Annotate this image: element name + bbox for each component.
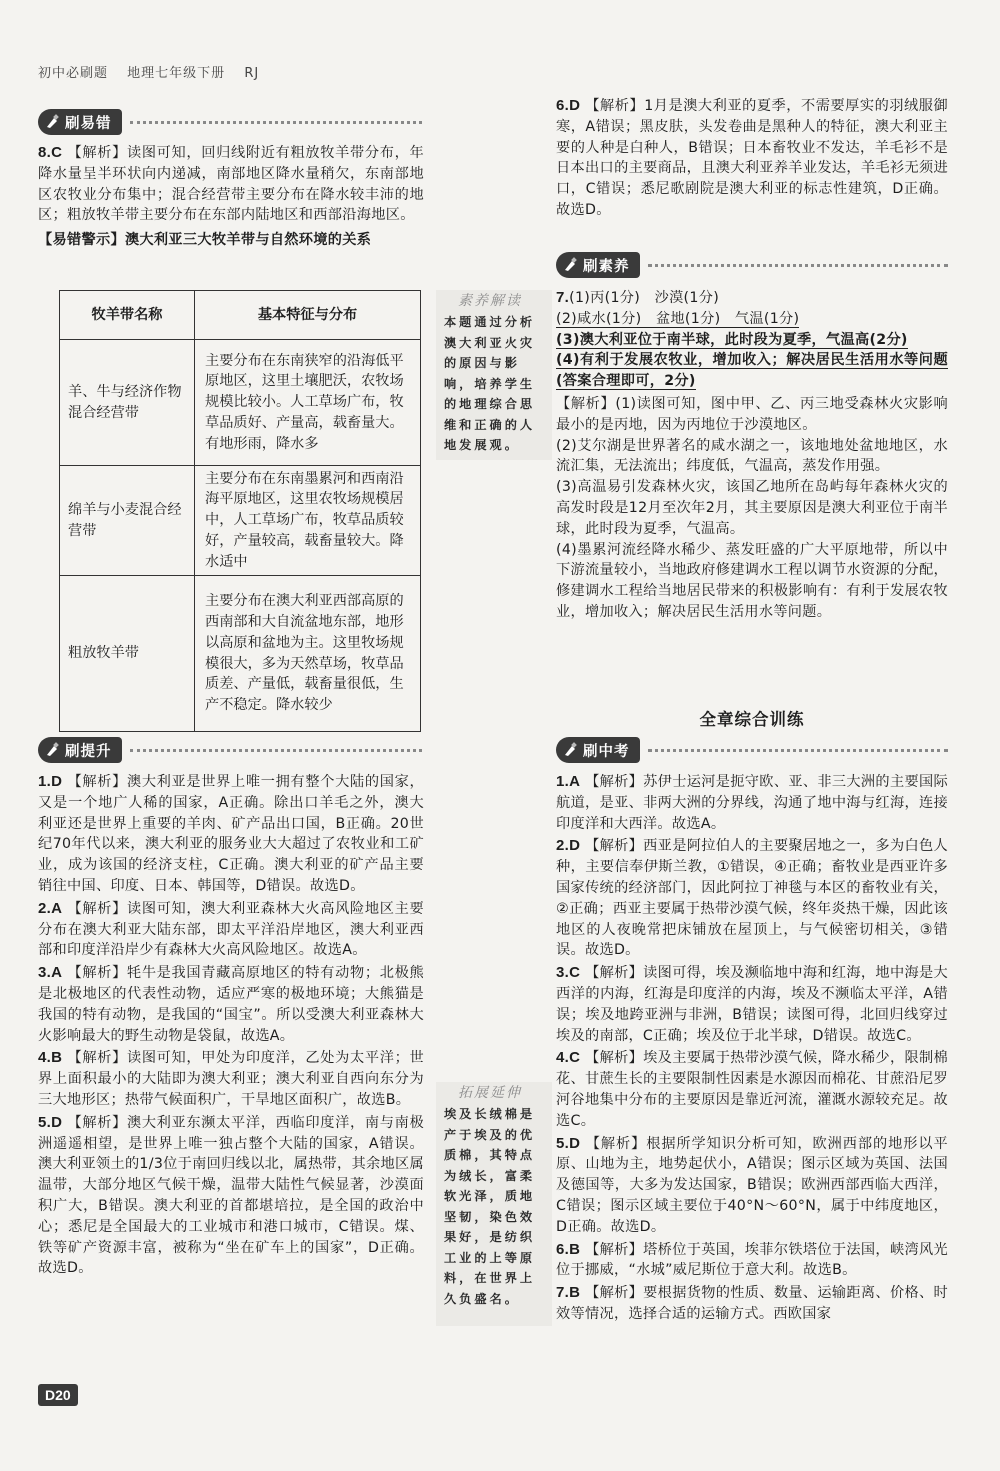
answer-text: 【解析】读图可知，回归线附近有粗放牧羊带分布，年降水量呈半环状向内递减，南部地区降水量稍欠，东南部地区农牧业分布集中；混合经营带主要分布在降水较丰沛的地区；粗放牧羊带主要分布在东部内陆地区和西部沿海地区。 (38, 145, 425, 224)
aside-head: 素养解读 (458, 293, 522, 309)
answer-z6: 6.B 【解析】塔桥位于英国，埃菲尔铁塔位于法国，峡湾风光位于挪威，“水城”威尼斯位于意大利。故选B。 (556, 1240, 948, 1279)
page-number: D20 (38, 1384, 78, 1406)
table-row (60, 466, 421, 576)
running-header (38, 62, 273, 81)
answer-3: 3.A 【解析】牦牛是我国青藏高原地区的特有动物；北极熊是北极地区的代表性动物，适应严寒的极地环境；大熊猫是我国的特有动物，是我国的“国宝”。所以受澳大利亚森林大火影响最大的野生动物是袋鼠，故选A。 (38, 964, 425, 1044)
answer-1: 1.D 【解析】澳大利亚是世界上唯一拥有整个大陆的国家，又是一个地广人稀的国家，A正确。除出口羊毛之外，澳大利亚还是世界上重要的羊肉、矿产品出口国，B正确。20世纪70年代以来，澳大利亚的服务业大大超过了农牧业和工矿业，成为该国的经济支柱，C正确。澳大利亚的矿产品主要销往中国、印度、日本、韩国等，D错误。故选D。 (38, 773, 425, 894)
edition: RJ (244, 66, 260, 81)
section-title: 刷中考 (583, 743, 630, 760)
brush-icon (44, 742, 60, 758)
section-title: 刷提升 (65, 743, 112, 760)
table-cell: 主要分布在东南狭窄的沿海低平原地区，这里土壤肥沃，农牧场规模比较小。人工草场广布，牧草品质好、产量高，载畜量大。有地形雨，降水多 (195, 340, 421, 466)
answer-6: 6.D 【解析】1月是澳大利亚的夏季，不需要厚实的羽绒服御寒，A错误；黑皮肤，头发卷曲是黑种人的特征，澳大利亚主要的人种是白种人，B错误；日本畜牧业不发达，羊毛衫不是日本出口的主要商品，且澳大利亚养羊业发达，羊毛衫无须进口，C错误；悉尼歌剧院是澳大利亚的标志性建筑，D正确。故选D。 (556, 97, 948, 218)
table-header-row (60, 291, 421, 340)
table-cell: 绵羊与小麦混合经营带 (60, 466, 195, 576)
table-header: 基本特征与分布 (195, 291, 421, 340)
table-cell: 主要分布在澳大利亚西部高原的西南部和大自流盆地东部，地形以高原和盆地为主。这里牧场规模很大，多为天然草场，牧草品质差、产量低，载畜量很低，生产不稳定。降水较少 (195, 576, 421, 732)
answer-z1: 1.A 【解析】苏伊士运河是扼守欧、亚、非三大洲的主要国际航道，是亚、非两大洲的分界线，沟通了地中海与红海，连接印度洋和大西洋。故选A。 (556, 773, 948, 832)
section-header-zhongkao (556, 735, 948, 765)
tip-title: 【易错警示】 (38, 232, 125, 249)
table-header: 牧羊带名称 (60, 291, 195, 340)
tip-text: 澳大利亚三大牧羊带与自然环境的关系 (124, 232, 372, 249)
page-number-badge (38, 1385, 78, 1404)
brush-icon (562, 742, 578, 758)
tip (38, 230, 424, 251)
brush-icon (44, 114, 60, 130)
answer-z3: 3.C 【解析】读图可得，埃及濒临地中海和红海，地中海是大西洋的内海，红海是印度洋的内海，埃及不濒临太平洋，A错误；埃及地跨亚洲与非洲，B错误；读图可得，北回归线穿过埃及的南部，C正确；埃及位于北半球，D错误。故选C。 (556, 964, 948, 1044)
answer-z5: 5.D 【解析】根据所学知识分析可知，欧洲西部的地形以平原、山地为主，地势起伏小，A错误；图示区域为英国、法国及德国等，大多为发达国家，B错误；欧洲西部西临大西洋，C错误；图示区域主要位于40°N～60°N，属于中纬度地区，D正确。故选D。 (556, 1134, 949, 1235)
chapter-title: 全章综合训练 (699, 710, 805, 729)
table-row (60, 340, 421, 466)
tisheng-answers (38, 772, 424, 1279)
answer-z4: 4.C 【解析】埃及主要属于热带沙漠气候，降水稀少，限制棉花、甘蔗生长的主要限制性因素是水源因而棉花、甘蔗沿尼罗河谷地集中分布的主要原因是靠近河流，灌溉水源较充足。故选C。 (556, 1049, 948, 1129)
answer-z7: 7.B 【解析】要根据货物的性质、数量、运输距离、价格、时效等情况，选择合适的运输方式。西欧国家 (556, 1284, 948, 1322)
section-header-yicuo (38, 107, 422, 137)
section-title: 刷易错 (65, 115, 112, 132)
answer-2: 2.A 【解析】读图可知，澳大利亚森林大火高风险地区主要分布在澳大利亚大陆东部，即太平洋沿岸地区，澳大利亚西部和印度洋沿岸少有森林大火高风险地区。故选A。 (38, 899, 425, 959)
table-cell: 羊、牛与经济作物混合经营带 (60, 340, 195, 466)
answer-5: 5.D 【解析】澳大利亚东濒太平洋，西临印度洋，南与南极洲遥遥相望，是世界上唯一独占整个大陆的国家，A错误。澳大利亚领土的1/3位于南回归线以北，属热带，其余地区属温带，大部分地区气候干燥，温带大陆性气候显著，沙漠面积广大，B错误。澳大利亚的首都堪培拉，是全国的政治中心；悉尼是全国最大的工业城市和港口城市，C错误。煤、铁等矿产资源丰富，被称为“坐在矿车上的国家”，D正确。故选D。 (38, 1113, 425, 1277)
aside-tuozhan (436, 1082, 552, 1326)
answer-7: 7.(1)丙(1分) 沙漠(1分) (2)咸水(1分) 盆地(1分) 气温(1分) (3)澳大利亚位于南半球，此时段为夏季，气温高(2分) (4)有利于发展农牧业，增加收入；解决居民生活用水等问题(答案合理即可，2分) 【解析】(1)读图可知，图中甲、乙、丙三地受森林火灾影响最小的是丙地，因为丙地位于沙漠地区。 (2)艾尔湖是世界著名的咸水湖之一，该地地处盆地地区，水流汇集，无法流出；纬度低，气温高，蒸发作用强。 (3)高温易引发森林火灾，该国乙地所在岛屿每年森林火灾的高发时段是12月至次年2月，其主要原因是澳大利亚位于南半球，此时段为夏季，气温高。 (4)墨累河流经降水稀少、蒸发旺盛的广大平原地带，所以中下游流量较小，当地政府修建调水工程以调节水资源的分配，修建调水工程给当地居民带来的积极影响有：有利于发展农牧业，增加收入；解决居民生活用水等问题。 (556, 289, 948, 620)
section-header-suyang (556, 250, 948, 280)
table-row (60, 576, 421, 732)
table-cell: 粗放牧羊带 (60, 576, 195, 732)
section-header-tisheng (38, 735, 422, 765)
aside-suyang (436, 290, 552, 460)
answer-z2: 2.D 【解析】西亚是阿拉伯人的主要聚居地之一，多为白色人种，主要信奉伊斯兰教，①错误，④正确；畜牧业是西亚许多国家传统的经济部门，因此阿拉丁神毯与本区的畜牧业有关，②正确；西亚主要属于热带沙漠气候，终年炎热干燥，因此该地区的人夜晚常把床铺放在屋顶上，与气候密切相关，③错误。故选D。 (556, 837, 948, 959)
brush-icon (562, 257, 578, 273)
subject-name: 地理七年级下册 (127, 66, 226, 81)
section-title: 刷素养 (583, 258, 630, 275)
book-name: 初中必刷题 (38, 66, 109, 81)
answer-number: 8.C (38, 144, 63, 161)
aside-body: 本题通过分析澳大利亚火灾的原因与影响，培养学生的地理综合思维和正确的人地发展观。 (444, 315, 536, 452)
aside-body: 埃及长绒棉是产于埃及的优质棉，其特点为绒长，富柔软光泽，质地坚韧，染色效果好，是纺织工业的上等原料，在世界上久负盛名。 (444, 1107, 536, 1306)
answer-8 (38, 143, 424, 251)
aside-head: 拓展延伸 (458, 1085, 522, 1101)
pasture-table (59, 290, 421, 732)
zhongkao-answers (556, 772, 948, 1325)
table-cell: 主要分布在东南墨累河和西南沿海平原地区，这里农牧场规模居中，人工草场广布，牧草品质较好，产量较高，载畜量较大。降水适中 (195, 466, 421, 576)
answer-4: 4.B 【解析】读图可知，甲处为印度洋，乙处为太平洋；世界上面积最小的大陆即为澳大利亚；澳大利亚自西向东分为三大地形区；热带气候面积广，干旱地区面积广，故选B。 (38, 1049, 425, 1108)
